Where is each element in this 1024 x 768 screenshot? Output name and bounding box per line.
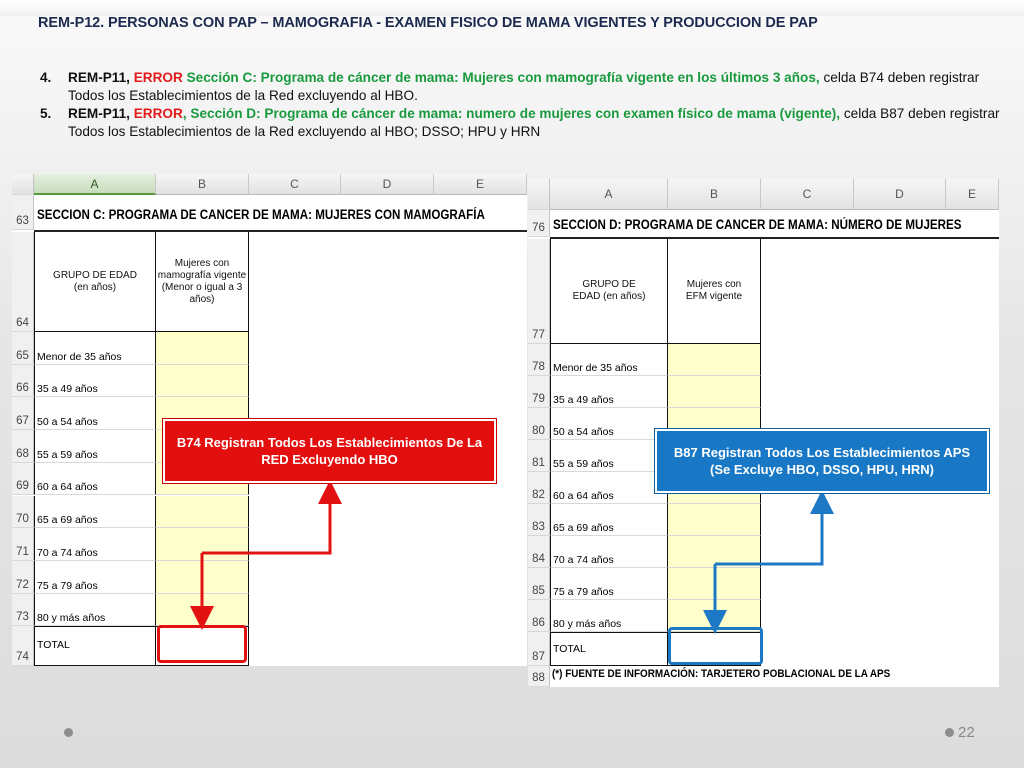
age-group-label: Menor de 35 años [34,332,156,365]
age-group-label: 65 a 69 años [550,504,668,536]
header-efm: Mujeres con EFM vigente [668,239,761,344]
row-header[interactable]: 85 [528,568,550,600]
item-rest: celda B87 deben registrar Todos los Establecimientos de la Red excluyendo al HBO; DSSO; HPU y HRN [68,106,1000,139]
column-header-c[interactable]: C [249,174,341,195]
error-label: ERROR [133,70,183,85]
row-header[interactable]: 86 [528,600,550,632]
column-header-e[interactable]: E [946,179,999,210]
row-header[interactable]: 65 [12,332,34,365]
row-header[interactable]: 74 [12,626,34,666]
row-header[interactable]: 78 [528,344,550,376]
item-number: 5. [40,106,52,121]
highlight-b87 [668,627,763,665]
age-group-label: 80 y más años [34,594,156,627]
item-prefix: REM-P11, [68,106,130,121]
row-header[interactable]: 83 [528,504,550,536]
column-header-e[interactable]: E [434,174,527,195]
row-header[interactable]: 71 [12,528,34,561]
footnote: (*) FUENTE DE INFORMACIÓN: TARJETERO POBLACIONAL DE LA APS [552,668,891,680]
row-header[interactable]: 66 [12,365,34,398]
column-header-c[interactable]: C [761,179,854,210]
callout-b74: B74 Registran Todos Los Establecimientos De La RED Excluyendo HBO [163,419,496,483]
row-header[interactable]: 79 [528,376,550,408]
age-group-label: 50 a 54 años [34,397,156,430]
row-header[interactable]: 64 [12,232,34,332]
item-section: Sección C: Programa de cáncer de mama: Mujeres con mamografía vigente en los últimos 3 años, [186,70,820,85]
slide-title: REM-P12. PERSONAS CON PAP – MAMOGRAFIA - EXAMEN FISICO DE MAMA VIGENTES Y PRODUCCION DE PAP [38,15,818,31]
row-header[interactable]: 76 [528,210,550,237]
age-group-label: 70 a 74 años [550,536,668,568]
nav-dot-left [64,728,73,737]
age-group-label: 75 a 79 años [550,568,668,600]
age-group-label: 70 a 74 años [34,528,156,561]
row-header[interactable]: 68 [12,430,34,463]
header-mammography: Mujeres con mamografía vigente (Menor o igual a 3 años) [156,232,249,332]
row-header[interactable]: 73 [12,594,34,627]
error-label: ERROR [133,106,183,121]
row-header[interactable]: 88 [528,666,550,687]
age-group-label: 65 a 69 años [34,496,156,529]
column-header-b[interactable]: B [156,174,249,195]
total-label: TOTAL [34,626,156,666]
total-label: TOTAL [550,632,668,666]
row-header[interactable]: 70 [12,496,34,529]
column-header-d[interactable]: D [341,174,434,195]
section-title: SECCION C: PROGRAMA DE CANCER DE MAMA: MUJERES CON MAMOGRAFÍA [37,207,485,222]
age-group-label: Menor de 35 años [550,344,668,376]
row-header[interactable]: 87 [528,632,550,666]
row-header[interactable]: 81 [528,440,550,472]
page-number: 22 [958,724,975,741]
age-group-label: 35 a 49 años [550,376,668,408]
header-age-group: GRUPO DE EDAD (en años) [550,239,668,344]
callout-b87: B87 Registran Todos Los Establecimientos APS (Se Excluye HBO, DSSO, HPU, HRN) [655,429,989,493]
age-group-label: 80 y más años [550,600,668,632]
row-header[interactable]: 82 [528,472,550,504]
age-group-label: 75 a 79 años [34,561,156,594]
item-number: 4. [40,70,52,85]
row-header[interactable]: 77 [528,239,550,344]
row-header[interactable]: 63 [12,195,34,230]
column-header-d[interactable]: D [854,179,946,210]
row-header[interactable]: 72 [12,561,34,594]
column-header-a[interactable]: A [550,179,668,210]
column-header-a[interactable]: A [34,174,156,195]
row-header[interactable]: 80 [528,408,550,440]
arrow-right-up [715,502,822,564]
arrow-left-up [202,492,330,553]
item-rest: celda B74 deben registrar Todos los Establecimientos de la Red excluyendo al HBO. [68,70,980,103]
age-group-label: 35 a 49 años [34,365,156,398]
nav-dot-right [945,728,954,737]
age-group-label: 60 a 64 años [550,472,668,504]
column-header-b[interactable]: B [668,179,761,210]
age-group-label: 60 a 64 años [34,463,156,496]
age-group-label: 55 a 59 años [34,430,156,463]
age-group-label: 50 a 54 años [550,408,668,440]
item-section: , Sección D: Programa de cáncer de mama: numero de mujeres con examen físico de mama (vigente), [182,106,841,121]
row-header[interactable]: 69 [12,463,34,496]
age-group-label: 55 a 59 años [550,440,668,472]
section-title: SECCION D: PROGRAMA DE CANCER DE MAMA: NÚMERO DE MUJERES [553,217,962,232]
row-header[interactable]: 84 [528,536,550,568]
header-age-group: GRUPO DE EDAD (en años) [34,232,156,332]
highlight-b74 [157,625,247,663]
row-header[interactable]: 67 [12,397,34,430]
item-prefix: REM-P11, [68,70,130,85]
